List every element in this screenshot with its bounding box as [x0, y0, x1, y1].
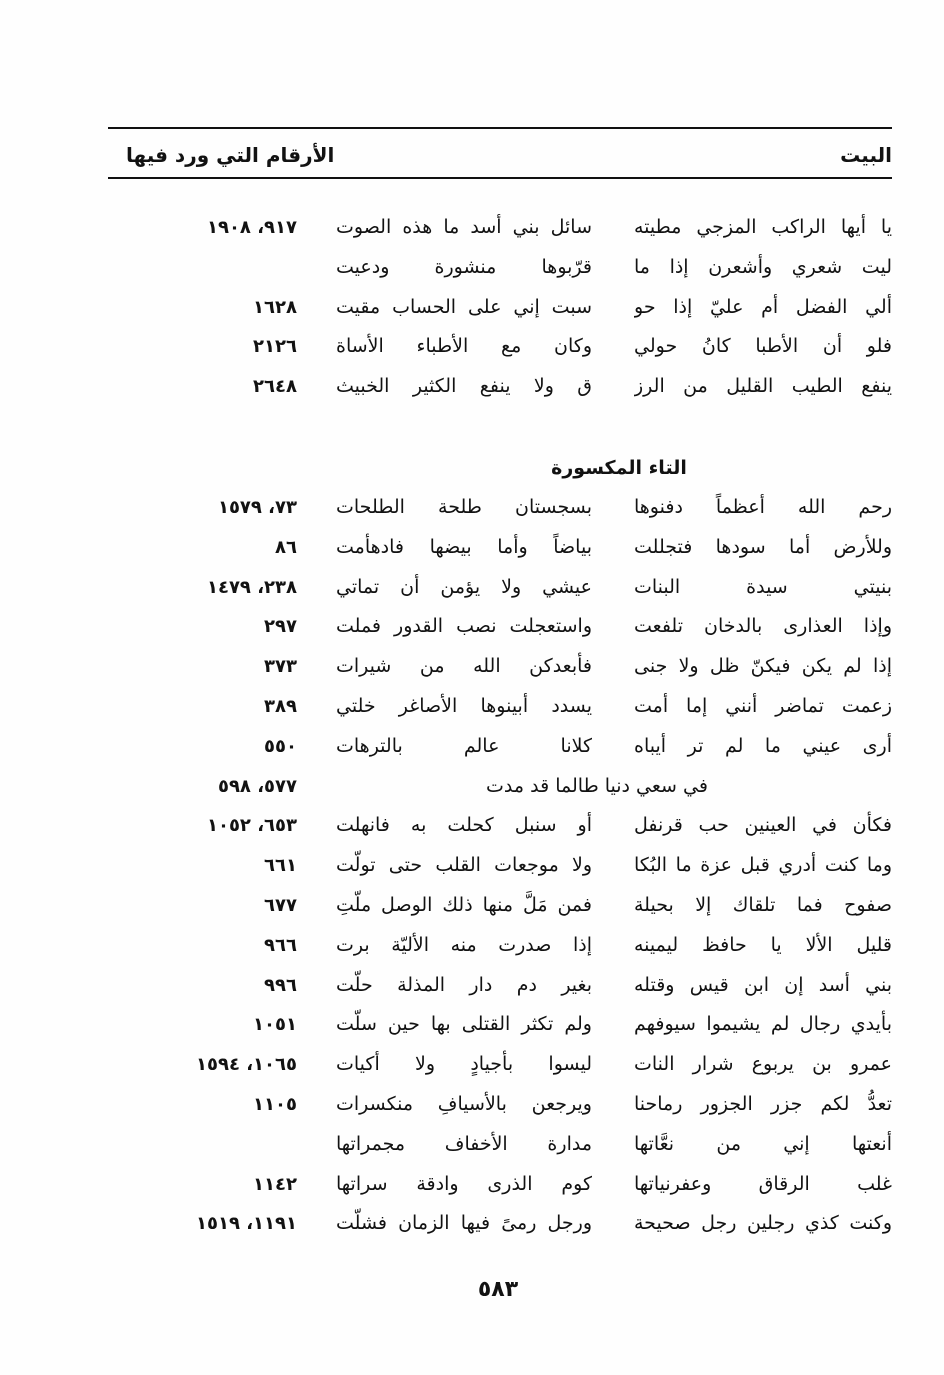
- verse-list-taa-maksura: [0, 488, 944, 1244]
- verse-second-hemistich: إذا صدرت منه الأليّة برت: [336, 933, 592, 956]
- verse-first-hemistich: رحم الله أعظماً دفنوها: [634, 496, 892, 518]
- verse-row: [0, 528, 944, 568]
- verse-reference-numbers: ٢٩٧: [264, 616, 297, 638]
- verse-row: [0, 1085, 944, 1125]
- verse-reference-numbers: ١١٤٢: [253, 1173, 297, 1195]
- verse-second-hemistich: سبت إني على الحساب مقيت: [336, 295, 592, 318]
- verse-first-hemistich: ينفع الطيب القليل من الرز: [634, 375, 892, 398]
- verse-first-hemistich: صفوح فما تلقاك إلا بحيلة: [634, 893, 892, 916]
- verse-second-hemistich: كوم الذرى وادقة سراتها: [336, 1172, 592, 1195]
- verse-row: [0, 647, 944, 687]
- verse-reference-numbers: ١٠٥١: [253, 1014, 297, 1036]
- verse-reference-numbers: ٥٥٠: [264, 735, 297, 757]
- verse-column-header: البيت: [840, 143, 892, 167]
- verse-reference-numbers: ٣٧٣: [264, 656, 297, 678]
- page-number: ٥٨٣: [477, 1277, 519, 1302]
- verse-first-hemistich: بنيتي سيدة البنات: [634, 575, 892, 598]
- verse-second-hemistich: عيشي ولا يؤمن أن تماتي: [336, 575, 592, 598]
- verse-second-hemistich: سائل بني أسد ما هذه الصوت: [336, 216, 592, 238]
- verse-row: [0, 607, 944, 647]
- verse-second-hemistich: مدارة الأخفاف مجمراتها: [336, 1132, 592, 1155]
- verse-row: [0, 1125, 944, 1165]
- verse-second-hemistich: ورجل رمىً فيها الزمان فشلّت: [336, 1212, 592, 1235]
- verse-first-hemistich: بأيدي رجال لم يشيموا سيوفهم: [634, 1013, 892, 1036]
- verse-first-hemistich: أرى عيني ما لم تر أيباه: [634, 734, 892, 757]
- verse-reference-numbers: ٩١٧، ١٩٠٨: [206, 217, 297, 238]
- verse-second-hemistich: ويرجعن بالأسيافِ منكسرات: [336, 1092, 592, 1115]
- verse-reference-numbers: ١٠٦٥، ١٥٩٤: [195, 1054, 297, 1076]
- verse-reference-numbers: ٩٩٦: [264, 974, 297, 996]
- header-rule-top: [108, 127, 892, 129]
- verse-first-hemistich: عمرو بن يربوع شرار النات: [634, 1053, 892, 1076]
- verse-second-hemistich: قرّبوها منشورة ودعيت: [336, 255, 592, 278]
- verse-reference-numbers: ١١٩١، ١٥١٩: [195, 1213, 297, 1235]
- verse-first-hemistich: يا أيها الراكب المزجي مطيته: [634, 216, 892, 238]
- verse-reference-numbers: ٢١٢٦: [253, 336, 297, 358]
- verse-first-hemistich: بني أسد إن ابن قيس وقتله: [634, 973, 892, 996]
- verse-first-hemistich: ألي الفضل أم عليّ إذا حو: [634, 295, 892, 318]
- verse-second-hemistich: بغير دم دار المذلة حلّت: [336, 973, 592, 996]
- references-column-header: الأرقام التي ورد فيها: [126, 143, 335, 167]
- verse-row: [0, 886, 944, 926]
- verse-second-hemistich: وكان مع الأطباء الأساة: [336, 335, 592, 358]
- verse-reference-numbers: ١٦٢٨: [253, 296, 297, 318]
- verse-first-hemistich: فلو أن الأطبا كانُ حولي: [634, 335, 892, 358]
- verse-first-hemistich: وكنت كذي رجلين رجل صحيحة: [634, 1212, 892, 1235]
- verse-row: [0, 1005, 944, 1045]
- verse-first-hemistich: وإذا العذارى بالدخان تلفعت: [634, 615, 892, 638]
- verse-reference-numbers: ٨٦: [275, 536, 297, 558]
- verse-first-hemistich: وللأرض أما سودها فتجللت: [634, 535, 892, 558]
- verse-row: [0, 367, 944, 407]
- verse-second-hemistich: يسدد أبينوها الأصاغر خلتي: [336, 694, 592, 717]
- verse-second-hemistich: ليسوا بأجيادٍ ولا أكيات: [336, 1053, 592, 1076]
- verse-first-hemistich: غلب الرقاق وعفرنياتها: [634, 1172, 892, 1195]
- verse-reference-numbers: ٦٥٣، ١٠٥٢: [206, 815, 297, 837]
- verse-first-hemistich: فكأن في العينين حب قرنفل: [634, 814, 892, 837]
- verse-second-hemistich: فمن مَلَّ منها ذلك الوصل ملّتِ: [336, 893, 592, 916]
- verse-reference-numbers: ٦٦١: [264, 855, 297, 877]
- verse-first-hemistich: وما كنت أدري قبل عزة ما البُكا: [634, 854, 892, 877]
- verse-second-hemistich: فأبعدكن الله من شيرات: [336, 655, 592, 678]
- verse-row: [0, 327, 944, 367]
- verse-reference-numbers: ٩٦٦: [264, 934, 297, 956]
- verse-first-hemistich: أنعتها إني من نعَّاتها: [634, 1132, 892, 1155]
- verse-row: [0, 1165, 944, 1205]
- section-heading: التاء المكسورة: [551, 457, 687, 479]
- header-rule-bottom: [108, 177, 892, 179]
- verse-row: [0, 248, 944, 288]
- verse-row: [0, 687, 944, 727]
- verse-row: [0, 767, 944, 807]
- verse-second-hemistich: ق ولا ينفع الكثير الخبيث: [336, 375, 592, 398]
- verse-second-hemistich: بياضاً وأما بيضها فادهأمت: [336, 535, 592, 558]
- verse-row: [0, 846, 944, 886]
- verse-first-hemistich: قليل الألا يا حافظ ليمينه: [634, 933, 892, 956]
- verse-first-hemistich: تعدُّ لكم جزر الجزور رماحنا: [634, 1092, 892, 1115]
- verse-reference-numbers: ٧٣، ١٥٧٩: [217, 497, 297, 518]
- verse-row: [0, 568, 944, 608]
- verse-row: [0, 966, 944, 1006]
- verse-second-hemistich: أو سنبل كحلت به فانهلت: [336, 814, 592, 837]
- verse-reference-numbers: ٣٨٩: [264, 695, 297, 717]
- verse-row: [0, 1045, 944, 1085]
- verse-single-line: في سعي دنيا طالما قد مدت: [486, 774, 708, 797]
- verse-second-hemistich: واستعجلت نصب القدور فملت: [336, 615, 592, 638]
- verse-reference-numbers: ٢٣٨، ١٤٧٩: [206, 576, 297, 598]
- verse-first-hemistich: زعمت تماضر أنني إما أمت: [634, 694, 892, 717]
- verse-first-hemistich: إذا لم يكن فيكنّ ظل ولا جنى: [634, 655, 892, 678]
- verse-row: [0, 488, 944, 528]
- verse-row: [0, 208, 944, 248]
- verse-row: [0, 1204, 944, 1244]
- verse-second-hemistich: كلانا عالم بالترهات: [336, 734, 592, 757]
- verse-row: [0, 926, 944, 966]
- verse-row: [0, 806, 944, 846]
- verse-list-preceding: [0, 208, 944, 407]
- verse-reference-numbers: ١١٠٥: [253, 1093, 297, 1115]
- verse-row: [0, 288, 944, 328]
- verse-reference-numbers: ٥٧٧، ٥٩٨: [217, 775, 297, 797]
- verse-second-hemistich: ولا موجعات القلب حتى تولّت: [336, 854, 592, 877]
- verse-second-hemistich: ولم تكثر القتلى بها حين سلّت: [336, 1013, 592, 1036]
- verse-reference-numbers: ٦٧٧: [264, 894, 297, 916]
- verse-reference-numbers: ٢٦٤٨: [253, 376, 297, 398]
- verse-row: [0, 727, 944, 767]
- verse-first-hemistich: ليت شعري وأشعرن إذا ما: [634, 255, 892, 278]
- verse-second-hemistich: بسجستان طلحة الطلحات: [336, 496, 592, 518]
